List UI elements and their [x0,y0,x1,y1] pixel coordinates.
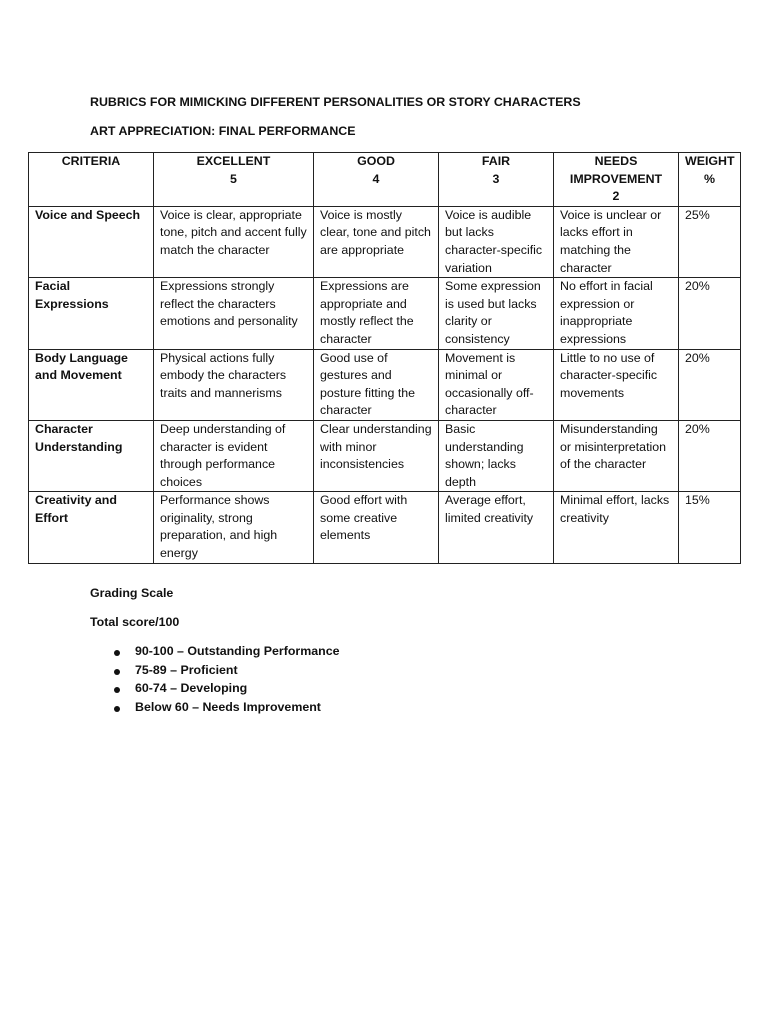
criteria-cell: Character Understanding [29,420,154,491]
header-weight: WEIGHT % [679,153,741,207]
excellent-cell: Physical actions fully embody the characters traits and mannerisms [154,349,314,420]
table-row [29,349,741,420]
header-fair: FAIR 3 [439,153,554,207]
table-row [29,278,741,349]
list-item: 60-74 – Developing [90,681,340,700]
good-cell: Clear understanding with minor inconsistencies [314,420,439,491]
good-cell: Voice is mostly clear, tone and pitch are appropriate [314,206,439,277]
table-row [29,206,741,277]
weight-cell: 20% [679,278,741,349]
list-item: Below 60 – Needs Improvement [90,700,340,719]
excellent-cell: Expressions strongly reflect the characters emotions and personality [154,278,314,349]
rubric-table [28,152,741,564]
criteria-cell: Voice and Speech [29,206,154,277]
table-header-row [29,153,741,207]
grading-scale-list [90,644,340,719]
document-subtitle: ART APPRECIATION: FINAL PERFORMANCE [90,124,356,138]
excellent-cell: Voice is clear, appropriate tone, pitch and accent fully match the character [154,206,314,277]
criteria-cell: Facial Expressions [29,278,154,349]
good-cell: Good use of gestures and posture fitting the character [314,349,439,420]
header-excellent: EXCELLENT 5 [154,153,314,207]
needs-improvement-cell: No effort in facial expression or inappropriate expressions [554,278,679,349]
fair-cell: Some expression is used but lacks clarity or consistency [439,278,554,349]
table-row [29,420,741,491]
list-item: 75-89 – Proficient [90,663,340,682]
fair-cell: Basic understanding shown; lacks depth [439,420,554,491]
list-item: 90-100 – Outstanding Performance [90,644,340,663]
good-cell: Expressions are appropriate and mostly reflect the character [314,278,439,349]
fair-cell: Movement is minimal or occasionally off-character [439,349,554,420]
document-title: RUBRICS FOR MIMICKING DIFFERENT PERSONALITIES OR STORY CHARACTERS [90,95,581,109]
header-needs-improvement: NEEDS IMPROVEMENT 2 [554,153,679,207]
excellent-cell: Deep understanding of character is evident through performance choices [154,420,314,491]
bullet-icon [114,650,120,656]
good-cell: Good effort with some creative elements [314,492,439,563]
needs-improvement-cell: Minimal effort, lacks creativity [554,492,679,563]
weight-cell: 25% [679,206,741,277]
weight-cell: 20% [679,349,741,420]
bullet-icon [114,706,120,712]
table-row [29,492,741,563]
header-good: GOOD 4 [314,153,439,207]
excellent-cell: Performance shows originality, strong preparation, and high energy [154,492,314,563]
header-criteria: CRITERIA [29,153,154,207]
needs-improvement-cell: Little to no use of character-specific movements [554,349,679,420]
bullet-icon [114,687,120,693]
criteria-cell: Creativity and Effort [29,492,154,563]
grading-scale-title: Grading Scale [90,586,174,600]
criteria-cell: Body Language and Movement [29,349,154,420]
fair-cell: Average effort, limited creativity [439,492,554,563]
fair-cell: Voice is audible but lacks character-specific variation [439,206,554,277]
total-score-label: Total score/100 [90,615,180,629]
needs-improvement-cell: Voice is unclear or lacks effort in matching the character [554,206,679,277]
weight-cell: 15% [679,492,741,563]
bullet-icon [114,669,120,675]
needs-improvement-cell: Misunderstanding or misinterpretation of the character [554,420,679,491]
weight-cell: 20% [679,420,741,491]
